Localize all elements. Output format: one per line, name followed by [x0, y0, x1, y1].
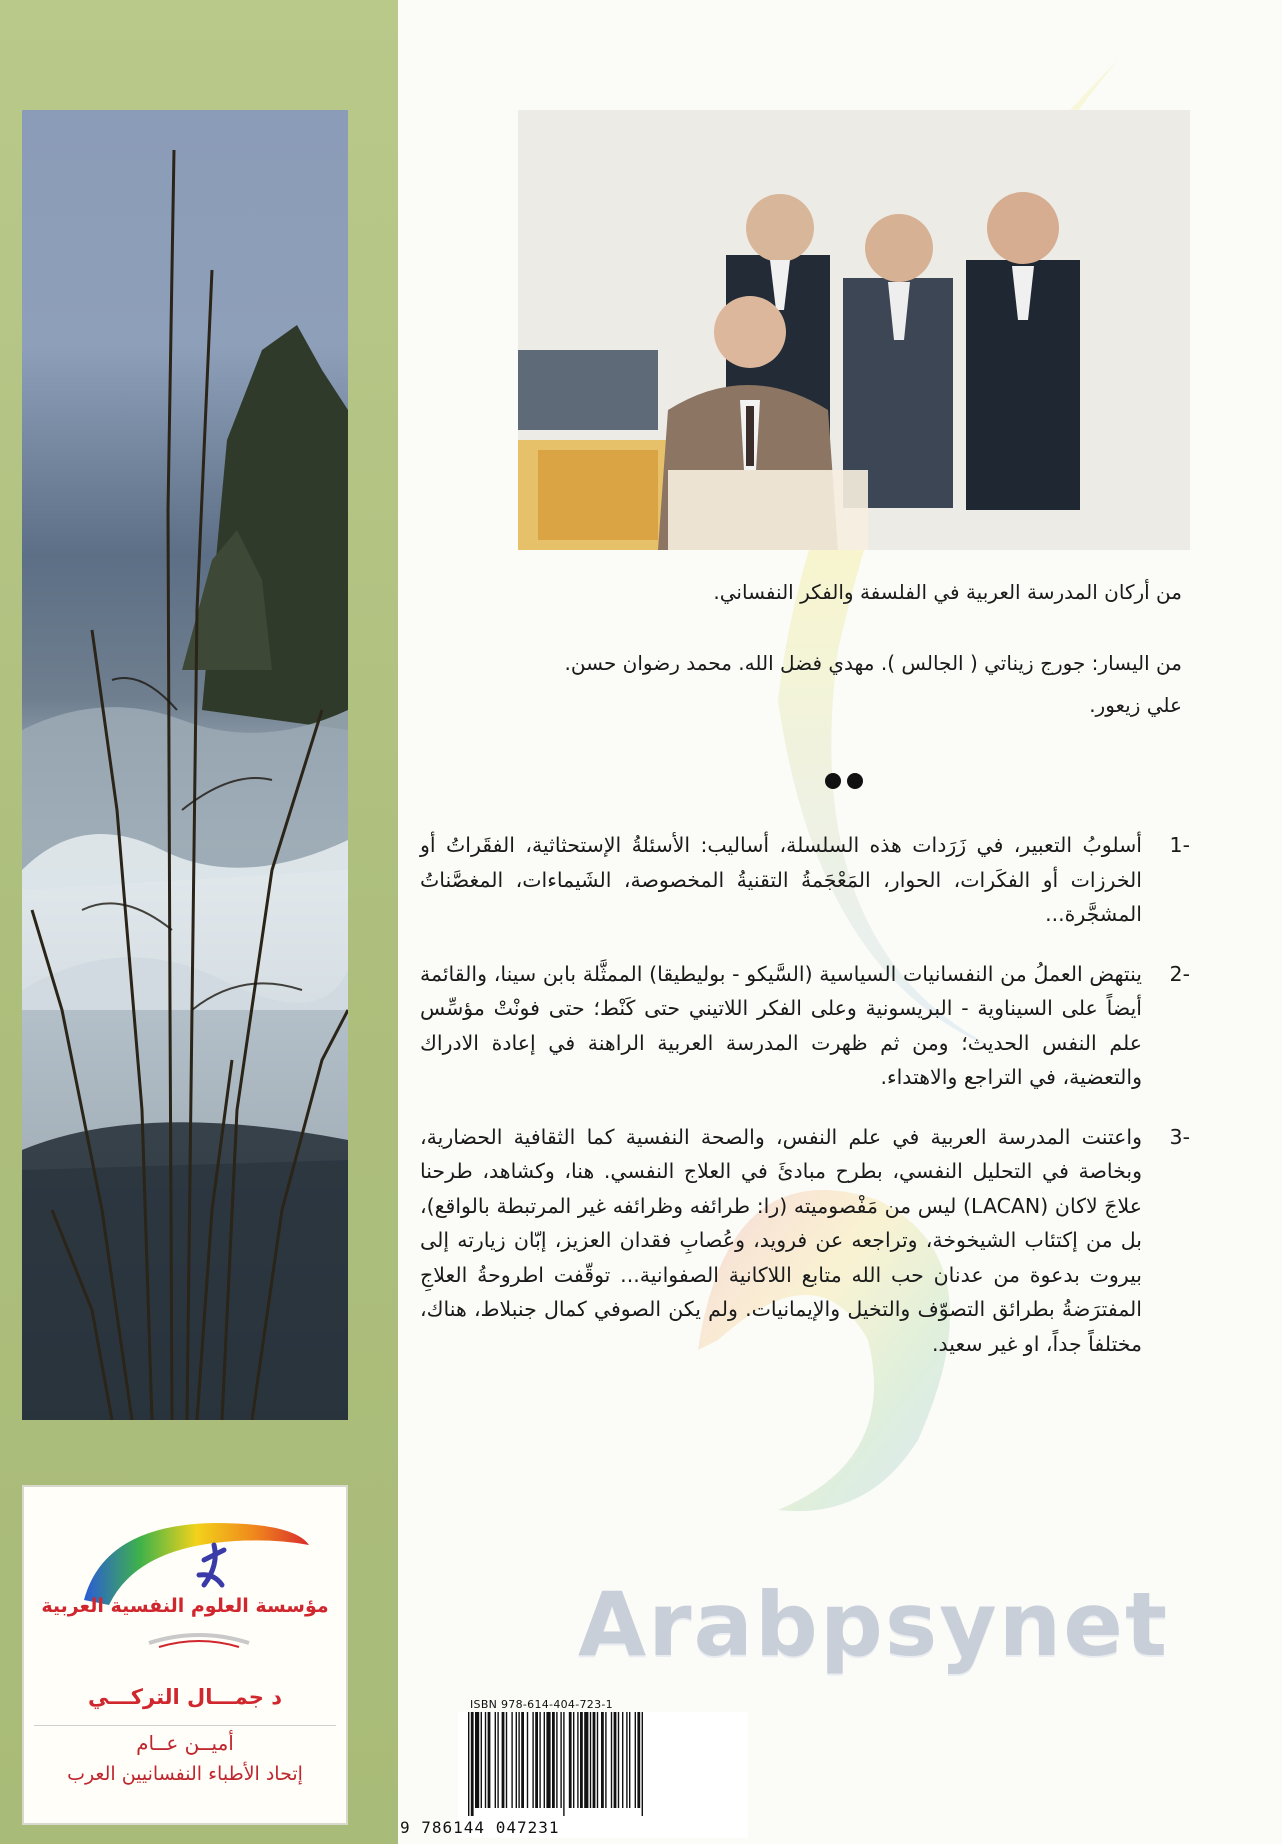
barcode-bar	[552, 1712, 555, 1808]
barcode-bar	[468, 1712, 469, 1816]
barcode-bar	[569, 1712, 572, 1808]
photo-caption-title: من أركان المدرسة العربية في الفلسفة والفكر النفساني.	[713, 580, 1182, 604]
isbn-label: ISBN 978-614-404-723-1	[470, 1698, 613, 1711]
photo-caption-names: من اليسار: جورج زيناتي ( الجالس ). مهدي فضل الله. محمد رضوان حسن. علي زيعور.	[564, 651, 1182, 717]
barcode-bar	[556, 1712, 557, 1808]
item-text: أسلوبُ التعبير، في زَرَدات هذه السلسلة، أساليب: الأسئلةُ الإستحثاثية، الفقَراتُ أو الخرزات أو الفكَرات، الحوار، المَعْجَمةُ التقنيةُ المخصوصة، الشَيماءات، المغصَّناتُ المشجَّرة...	[420, 833, 1142, 926]
barcode-bar	[626, 1712, 627, 1808]
barcode-bar	[611, 1712, 612, 1808]
barcode-bar	[518, 1712, 519, 1808]
list-item	[420, 957, 1190, 1095]
list-item	[420, 828, 1190, 932]
barcode-bar	[601, 1712, 604, 1808]
group-photo	[518, 110, 1190, 550]
barcode-bar	[622, 1712, 623, 1808]
barcode-bar	[580, 1712, 583, 1808]
arabpsynet-watermark: Arabpsynet	[578, 1573, 1170, 1676]
barcode-bar	[546, 1712, 550, 1808]
item-number: -2	[1169, 961, 1190, 986]
barcode-bar	[497, 1712, 498, 1808]
seascape-photo	[22, 110, 348, 1420]
barcode-bar	[573, 1712, 574, 1808]
author-organization: إتحاد الأطباء النفسانيين العرب	[67, 1763, 303, 1785]
swoosh-icon	[144, 1625, 254, 1651]
barcode-bar	[605, 1712, 606, 1808]
barcode-bar	[481, 1712, 482, 1808]
barcode-bar	[535, 1712, 538, 1808]
barcode-bar	[516, 1712, 517, 1808]
barcode-bar	[475, 1712, 479, 1808]
author-name: د جمـــال التركـــي	[88, 1685, 282, 1709]
barcode-bar	[560, 1712, 561, 1808]
barcode-bar	[597, 1712, 598, 1808]
cover-green-strip	[0, 0, 398, 1844]
barcode-bar	[471, 1712, 474, 1816]
barcode-bar	[642, 1712, 643, 1816]
barcode-bar	[618, 1712, 619, 1808]
barcode-bar	[506, 1712, 507, 1808]
author-title: أميــن عــام	[136, 1731, 234, 1755]
barcode-bar	[563, 1712, 564, 1816]
barcode-bar	[593, 1712, 596, 1808]
barcode-bar	[544, 1712, 545, 1808]
barcode-bar	[532, 1712, 533, 1808]
barcode-bar	[502, 1712, 505, 1808]
bullet-dot-icon	[825, 773, 841, 789]
numbered-points	[420, 828, 1190, 1386]
publisher-box	[22, 1485, 348, 1825]
item-number: -3	[1169, 1124, 1190, 1149]
publisher-name: مؤسسة العلوم النفسية العربية	[41, 1595, 329, 1617]
barcode-bar	[584, 1712, 588, 1808]
barcode-bar	[485, 1712, 486, 1808]
barcode-bar	[629, 1712, 630, 1808]
section-separator	[825, 773, 873, 789]
barcode-bar	[488, 1712, 491, 1808]
list-item	[420, 1120, 1190, 1362]
back-cover-main	[398, 0, 1282, 1844]
barcode-bar	[635, 1712, 636, 1808]
barcode-bar	[511, 1712, 512, 1808]
barcode-bars-icon	[468, 1712, 738, 1816]
barcode-bar	[577, 1712, 578, 1808]
item-text: واعتنت المدرسة العربية في علم النفس، والصحة النفسية كما الثقافية الحضارية، وبخاصة في التحليل النفسي، بطرح مبادئَ في العلاج النفسي. هنا، وكشاهد، طرحنا علاجَ لاكان (LACAN) ليس من مَفْصوميته (را: طرائفه وظرائفه غير المرتبطة بالواقع)، بل من إكتئاب الشيخوخة، وتراجعه عن فرويد، وعُصابِ فقدان العزيز، إبّان زيارته إلى بيروت بدعوة من عدنان حب الله متابع اللاكانية الصفوانية... توقّفت اطروحةُ العلاجِ المفترَضةُ بطرائق التصوّف والتخيل والإيمانيات. ولم يكن الصوفي كمال جنبلاط، هناك، مختلفاً جداً، او غير سعيد.	[420, 1124, 1143, 1356]
barcode-bar	[527, 1712, 528, 1808]
item-text: ينتهض العملُ من النفسانيات السياسية (السَّيكو - بوليطيقا) الممثَّلة بابن سينا، والقائمة أيضاً على السيناوية - البريسونية وعلى الفكر اللاتيني حتى كَنْط؛ حتى فونْتْ مؤسِّس علم النفس الحديث؛ ومن ثم ظهرت المدرسة العربية الراهنة في إعادة الادراك والتعضية، في التراجع والاهتداء.	[420, 961, 1142, 1089]
divider	[34, 1725, 336, 1726]
bullet-dot-icon	[847, 773, 863, 789]
barcode-bar	[637, 1712, 640, 1808]
barcode-bar	[495, 1712, 496, 1808]
barcode-bar	[521, 1712, 524, 1808]
item-number: -1	[1169, 833, 1190, 857]
barcode-digits: 9 786144 047231	[400, 1818, 560, 1837]
barcode-bar	[614, 1712, 617, 1808]
barcode-bar	[590, 1712, 591, 1808]
barcode-bar	[539, 1712, 540, 1808]
